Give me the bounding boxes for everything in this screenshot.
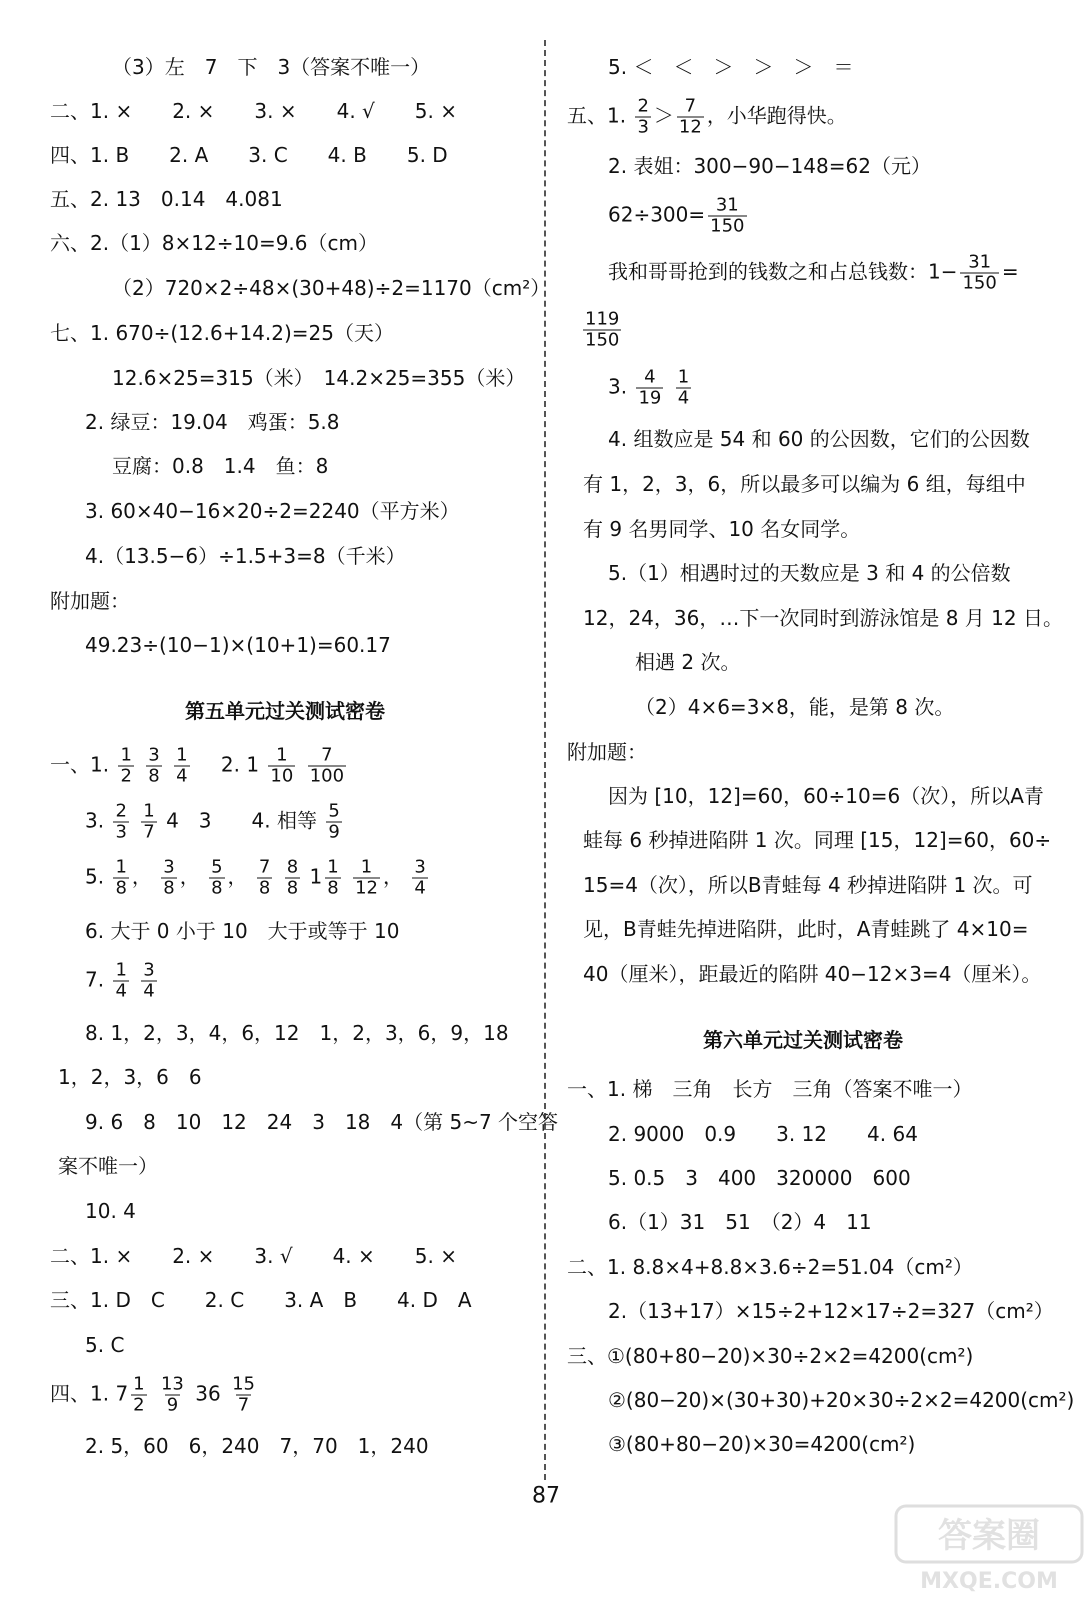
answer-line: 5.（1）相遇时过的天数应是 3 和 4 的公倍数 — [608, 561, 1011, 585]
answer-line: ②(80−20)×(30+30)+20×30÷2×2=4200(cm²) — [608, 1388, 1075, 1412]
answer-line: （2）4×6=3×8，能，是第 8 次。 — [635, 695, 955, 719]
fraction: $\frac{13}{9}$ — [160, 1373, 184, 1416]
answer-line: 五、2. 13 0.14 4.081 — [50, 187, 283, 211]
answer-line: 豆腐：0.8 1.4 鱼：8 — [112, 454, 329, 478]
fraction: $\frac{7}{100}$ — [309, 744, 345, 787]
answer-line: 2. 绿豆：19.04 鸡蛋：5.8 — [85, 410, 340, 434]
answer-line: 见，B青蛙先掉进陷阱，此时，A青蛙跳了 4×10= — [583, 917, 1029, 941]
answer-line: （3）左 7 下 3（答案不唯一） — [112, 55, 431, 79]
answer-line: 3. 60×40−16×20÷2=2240（平方米） — [85, 499, 460, 523]
answer-line: 5. ＜ ＜ ＞ ＞ ＞ ＝ — [608, 55, 854, 79]
unit6-title: 第六单元过关测试密卷 — [703, 1028, 903, 1052]
answer-line: 2. 9000 0.9 3. 12 4. 64 — [608, 1122, 918, 1146]
fraction: $\frac{1}{7}$ — [143, 800, 155, 843]
answer-line: 七、1. 670÷(12.6+14.2)=25（天） — [50, 321, 395, 345]
answer-line: 三、①(80+80−20)×30÷2×2=4200(cm²) — [567, 1344, 974, 1368]
unit5-title: 第五单元过关测试密卷 — [185, 699, 385, 723]
answer-line: 四、1. B 2. A 3. C 4. B 5. D — [50, 143, 448, 167]
fraction: $\frac{31}{150}$ — [710, 194, 745, 237]
answer-line: 因为 [10，12]=60，60÷10=6（次），所以A青 — [608, 784, 1044, 808]
answer-line: 40（厘米），距最近的陷阱 40−12×3=4（厘米）。 — [583, 962, 1042, 986]
answer-line: 2. 5，60 6，240 7，70 1，240 — [85, 1434, 429, 1458]
answer-line: 4.（13.5−6）÷1.5+3=8（千米） — [85, 544, 406, 568]
answer-line: 12，24，36，…下一次同时到游泳馆是 8 月 12 日。 — [583, 606, 1063, 630]
fraction: $\frac{5}{8}$ — [211, 856, 223, 899]
watermark-bottom-text: MXQE.COM — [920, 1569, 1058, 1594]
watermark-logo — [894, 1500, 1084, 1596]
fraction: $\frac{1}{2}$ — [120, 744, 132, 787]
answer-line: 三、1. D C 2. C 3. A B 4. D A — [50, 1288, 472, 1312]
answer-line: 8. 1，2，3，4，6，12 1，2，3，6，9，18 — [85, 1021, 509, 1045]
fraction: $\frac{1}{12}$ — [355, 856, 378, 899]
answer-line: 一、1. 梯 三角 长方 三角（答案不唯一） — [567, 1077, 973, 1101]
answer-line: 二、1. × 2. × 3. √ 4. × 5. × — [50, 1244, 457, 1268]
answer-line: 5. 0.5 3 400 320000 600 — [608, 1166, 911, 1190]
answer-line: 六、2.（1）8×12÷10=9.6（cm） — [50, 231, 378, 255]
answer-line: 二、1. 8.8×4+8.8×3.6÷2=51.04（cm²） — [567, 1255, 973, 1279]
answer-line: （2）720×2÷48×(30+48)÷2=1170（cm²） — [112, 276, 551, 300]
fraction: $\frac{1}{4}$ — [677, 366, 690, 409]
fraction: $\frac{7}{8}$ — [258, 856, 271, 899]
answer-line: 6. 大于 0 小于 10 大于或等于 10 — [85, 919, 400, 943]
answer-line: 4. 组数应是 54 和 60 的公因数，它们的公因数 — [608, 427, 1030, 451]
answer-line: 2. 表姐：300−90−148=62（元） — [608, 154, 931, 178]
answer-line: 9. 6 8 10 12 24 3 18 4（第 5~7 个空答 — [85, 1110, 559, 1134]
answer-line-fractions: 四、1. 7 $\frac{1}{2}$ $\frac{13}{9}$ 36 $\frac{15}{7}$ — [50, 1373, 255, 1416]
answer-line: 相遇 2 次。 — [635, 650, 741, 674]
answer-line: 2.（13+17）×15÷2+12×17÷2=327（cm²） — [608, 1299, 1054, 1323]
page-number: 87 — [532, 1483, 560, 1509]
fraction: $\frac{8}{8}$ — [286, 856, 299, 899]
answer-line: 6.（1）31 51 （2）4 11 — [608, 1210, 872, 1234]
answer-line: 12.6×25=315（米） 14.2×25=355（米） — [112, 366, 526, 390]
watermark-top-text: 答案圈 — [938, 1516, 1040, 1556]
fraction: $\frac{1}{8}$ — [327, 856, 339, 899]
fraction: $\frac{1}{2}$ — [133, 1373, 145, 1416]
answer-line-fractions: 一、1. $\frac{1}{2}$ $\frac{3}{8}$ $\frac{1}{4}$ 2. 1 $\frac{1}{10}$ $\frac{7}{100}$ — [50, 744, 345, 787]
fraction: $\frac{1}{8}$ — [115, 856, 127, 899]
answer-line-fractions: 3. $\frac{4}{19}$ $\frac{1}{4}$ — [608, 366, 690, 409]
fraction: $\frac{7}{12}$ — [678, 95, 702, 138]
answer-line: 有 1，2，3，6，所以最多可以编为 6 组，每组中 — [583, 472, 1026, 496]
fraction: $\frac{1}{4}$ — [115, 959, 127, 1002]
answer-line-fractions: 7. $\frac{1}{4}$ $\frac{3}{4}$ — [85, 959, 155, 1002]
fraction: $\frac{3}{8}$ — [163, 856, 175, 899]
answer-line: 有 9 名男同学、10 名女同学。 — [583, 517, 861, 541]
bonus-heading: 附加题： — [567, 740, 647, 764]
fraction: $\frac{31}{150}$ — [962, 251, 997, 294]
fraction: $\frac{3}{4}$ — [143, 959, 155, 1002]
answer-line-fractions: 5. $\frac{1}{8}$ ， $\frac{3}{8}$ ， $\frac{5}{8}$ ， $\frac{7}{8}$ $\frac{8}{8}$ 1 $\frac{1}{8}$ $\frac{1}{12}$ ， $\frac{3}{4}$ — [85, 856, 426, 899]
answer-line-fractions: 62÷300= $\frac{31}{150}$ — [608, 194, 745, 237]
fraction: $\frac{119}{150}$ — [585, 308, 620, 351]
answer-line-fractions: 3. $\frac{2}{3}$ $\frac{1}{7}$ 4 3 4. 相等 $\frac{5}{9}$ — [85, 800, 340, 843]
fraction: $\frac{2}{3}$ — [115, 800, 127, 843]
answer-line-fractions: 我和哥哥抢到的钱数之和占总钱数：1− $\frac{31}{150}$ = — [608, 251, 1019, 294]
fraction: $\frac{5}{9}$ — [328, 800, 340, 843]
fraction: $\frac{2}{3}$ — [637, 95, 649, 138]
fraction: $\frac{3}{4}$ — [414, 856, 426, 899]
answer-line: 案不唯一） — [58, 1154, 158, 1178]
fraction: $\frac{1}{4}$ — [176, 744, 188, 787]
answer-line: 1，2，3，6 6 — [58, 1065, 202, 1089]
fraction: $\frac{1}{10}$ — [270, 744, 294, 787]
answer-line: 蛙每 6 秒掉进陷阱 1 次。同理 [15，12]=60，60÷ — [583, 828, 1052, 852]
bonus-heading: 附加题： — [50, 589, 130, 613]
answer-line-fractions: 五、1. $\frac{2}{3}$ ＞ $\frac{7}{12}$ ，小华跑得快。 — [567, 95, 847, 138]
answer-line-fractions — [580, 310, 624, 351]
answer-line: 5. C — [85, 1333, 125, 1357]
fraction: $\frac{4}{19}$ — [638, 366, 662, 409]
answer-line: 10. 4 — [85, 1199, 136, 1223]
fraction: $\frac{3}{8}$ — [148, 744, 160, 787]
answer-line: ③(80+80−20)×30=4200(cm²) — [608, 1432, 916, 1456]
answer-line: 49.23÷(10−1)×(10+1)=60.17 — [85, 633, 391, 657]
fraction: $\frac{15}{7}$ — [232, 1373, 255, 1416]
column-divider — [544, 40, 546, 1480]
answer-line: 二、1. × 2. × 3. × 4. √ 5. × — [50, 99, 457, 123]
answer-line: 15=4（次），所以B青蛙每 4 秒掉进陷阱 1 次。可 — [583, 873, 1033, 897]
